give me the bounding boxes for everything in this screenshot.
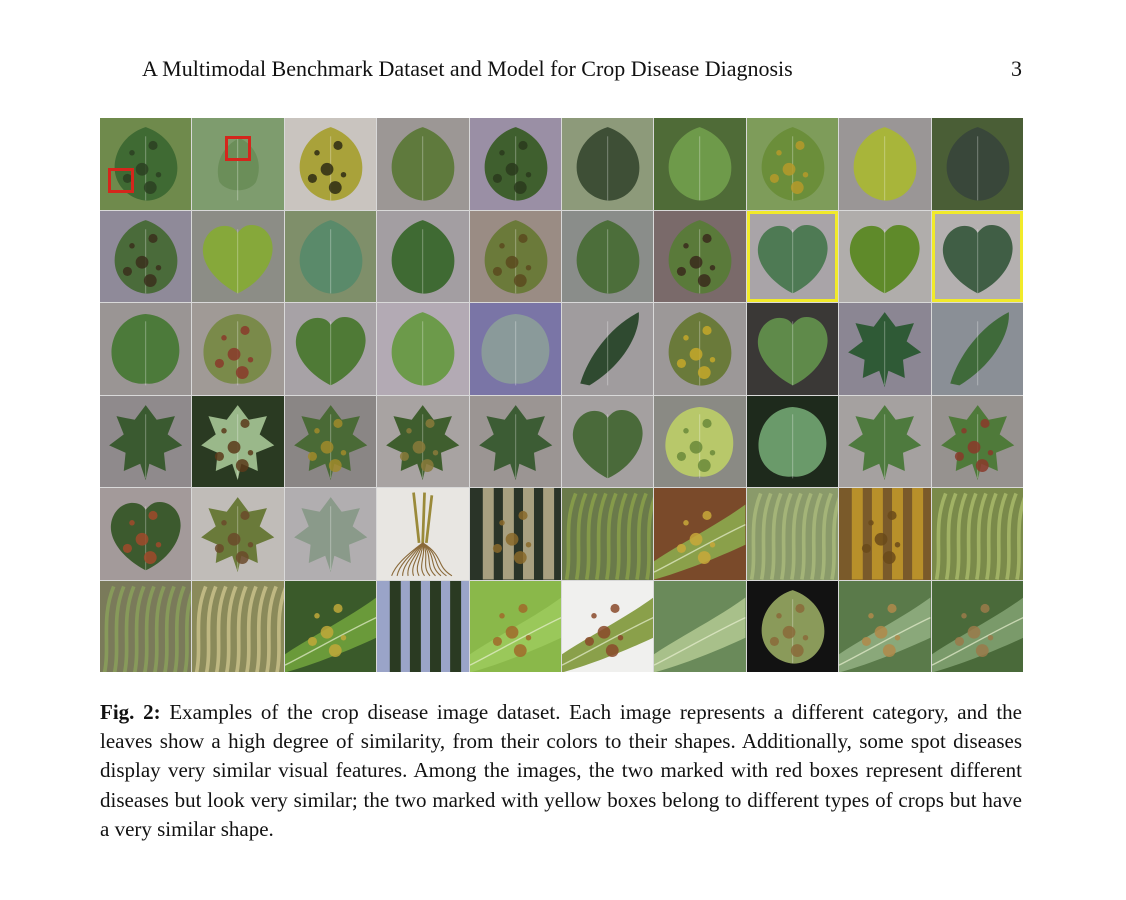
leaf-thumbnail [192, 581, 283, 673]
dataset-image-tile [932, 303, 1023, 395]
dataset-image-tile [192, 396, 283, 488]
leaf-thumbnail [839, 118, 930, 210]
leaf-thumbnail [100, 303, 191, 395]
dataset-image-tile [285, 581, 376, 673]
leaf-thumbnail [377, 581, 468, 673]
dataset-image-tile [377, 581, 468, 673]
leaf-thumbnail [747, 581, 838, 673]
dataset-image-tile [839, 396, 930, 488]
dataset-image-tile [654, 396, 745, 488]
leaf-thumbnail [285, 303, 376, 395]
dataset-image-tile [932, 396, 1023, 488]
dataset-image-tile [562, 211, 653, 303]
leaf-thumbnail [470, 396, 561, 488]
dataset-image-tile [470, 488, 561, 580]
dataset-image-tile [285, 488, 376, 580]
leaf-thumbnail [100, 118, 191, 210]
leaf-thumbnail [377, 211, 468, 303]
leaf-thumbnail [654, 581, 745, 673]
dataset-image-tile [377, 303, 468, 395]
dataset-image-tile [100, 581, 191, 673]
dataset-image-tile [285, 211, 376, 303]
dataset-image-tile [654, 581, 745, 673]
leaf-thumbnail [100, 396, 191, 488]
dataset-image-tile [839, 303, 930, 395]
leaf-thumbnail [839, 303, 930, 395]
leaf-thumbnail [470, 118, 561, 210]
dataset-image-tile [470, 396, 561, 488]
leaf-thumbnail [839, 488, 930, 580]
leaf-thumbnail [377, 118, 468, 210]
dataset-image-tile [654, 211, 745, 303]
dataset-image-tile [100, 488, 191, 580]
leaf-thumbnail [470, 303, 561, 395]
leaf-thumbnail [562, 118, 653, 210]
leaf-thumbnail [562, 396, 653, 488]
dataset-image-tile [747, 211, 838, 303]
dataset-image-tile [285, 303, 376, 395]
leaf-thumbnail [285, 396, 376, 488]
leaf-thumbnail [100, 211, 191, 303]
leaf-thumbnail [932, 581, 1023, 673]
leaf-thumbnail [192, 303, 283, 395]
leaf-thumbnail [562, 211, 653, 303]
leaf-thumbnail [932, 488, 1023, 580]
leaf-thumbnail [377, 488, 468, 580]
leaf-thumbnail [470, 488, 561, 580]
leaf-thumbnail [747, 118, 838, 210]
yellow-marker-box [747, 211, 838, 303]
leaf-thumbnail [839, 396, 930, 488]
leaf-thumbnail [192, 211, 283, 303]
dataset-image-tile [932, 581, 1023, 673]
dataset-image-tile [377, 488, 468, 580]
dataset-image-tile [654, 488, 745, 580]
dataset-image-tile [654, 303, 745, 395]
dataset-image-tile [562, 396, 653, 488]
dataset-image-tile [932, 118, 1023, 210]
dataset-image-tile [470, 303, 561, 395]
leaf-thumbnail [100, 488, 191, 580]
dataset-image-tile [470, 118, 561, 210]
yellow-marker-box [932, 211, 1023, 303]
dataset-image-tile [192, 211, 283, 303]
leaf-thumbnail [654, 211, 745, 303]
page-number: 3 [1011, 56, 1022, 81]
dataset-image-tile [192, 581, 283, 673]
dataset-image-tile [932, 488, 1023, 580]
dataset-image-tile [839, 581, 930, 673]
red-marker-box [108, 168, 134, 193]
dataset-image-tile [562, 581, 653, 673]
leaf-thumbnail [654, 396, 745, 488]
running-title: A Multimodal Benchmark Dataset and Model for Crop Disease Diagnosis [142, 56, 793, 81]
leaf-thumbnail [285, 581, 376, 673]
dataset-image-tile [285, 118, 376, 210]
dataset-image-tile [100, 118, 191, 210]
leaf-thumbnail [747, 396, 838, 488]
leaf-thumbnail [654, 118, 745, 210]
leaf-thumbnail [654, 303, 745, 395]
dataset-image-tile [747, 303, 838, 395]
dataset-image-tile [100, 396, 191, 488]
dataset-image-tile [747, 396, 838, 488]
leaf-thumbnail [747, 303, 838, 395]
leaf-thumbnail [562, 581, 653, 673]
dataset-image-tile [470, 211, 561, 303]
leaf-thumbnail [377, 396, 468, 488]
dataset-image-tile [562, 488, 653, 580]
dataset-image-tile [285, 396, 376, 488]
leaf-thumbnail [932, 396, 1023, 488]
red-marker-box [225, 136, 251, 161]
dataset-image-tile [377, 211, 468, 303]
leaf-thumbnail [932, 118, 1023, 210]
leaf-thumbnail [285, 118, 376, 210]
dataset-image-tile [100, 303, 191, 395]
leaf-thumbnail [470, 581, 561, 673]
leaf-thumbnail [747, 488, 838, 580]
dataset-image-tile [839, 118, 930, 210]
dataset-image-tile [932, 211, 1023, 303]
leaf-thumbnail [192, 118, 283, 210]
leaf-thumbnail [562, 303, 653, 395]
dataset-image-tile [192, 303, 283, 395]
leaf-thumbnail [192, 396, 283, 488]
dataset-image-tile [747, 488, 838, 580]
leaf-thumbnail [285, 211, 376, 303]
leaf-thumbnail [192, 488, 283, 580]
dataset-image-tile [747, 118, 838, 210]
leaf-thumbnail [285, 488, 376, 580]
leaf-thumbnail [839, 211, 930, 303]
leaf-thumbnail [932, 303, 1023, 395]
dataset-image-tile [839, 211, 930, 303]
figure-image-grid [100, 118, 1023, 672]
dataset-image-tile [470, 581, 561, 673]
figure-caption [100, 698, 1022, 844]
dataset-image-tile [192, 488, 283, 580]
dataset-image-tile [562, 303, 653, 395]
dataset-image-tile [192, 118, 283, 210]
dataset-image-tile [377, 118, 468, 210]
figure-caption-text: Examples of the crop disease image dataset. Each image represents a different category, and the leaves show a high degree of similarity, from their colors to their shapes. Additionally, some spot diseases display very similar visual features. Among the images, the two marked with red boxes represent different diseases but look very similar; the two marked with yellow boxes belong to different types of crops but have a very similar shape. [100, 700, 1023, 841]
dataset-image-tile [100, 211, 191, 303]
leaf-thumbnail [470, 211, 561, 303]
leaf-thumbnail [100, 581, 191, 673]
leaf-thumbnail [377, 303, 468, 395]
figure-caption-label: Fig. 2: [100, 700, 161, 724]
dataset-image-tile [654, 118, 745, 210]
running-head [142, 54, 1022, 84]
leaf-thumbnail [562, 488, 653, 580]
leaf-thumbnail [654, 488, 745, 580]
leaf-thumbnail [839, 581, 930, 673]
dataset-image-tile [562, 118, 653, 210]
dataset-image-tile [839, 488, 930, 580]
dataset-image-tile [377, 396, 468, 488]
dataset-image-tile [747, 581, 838, 673]
